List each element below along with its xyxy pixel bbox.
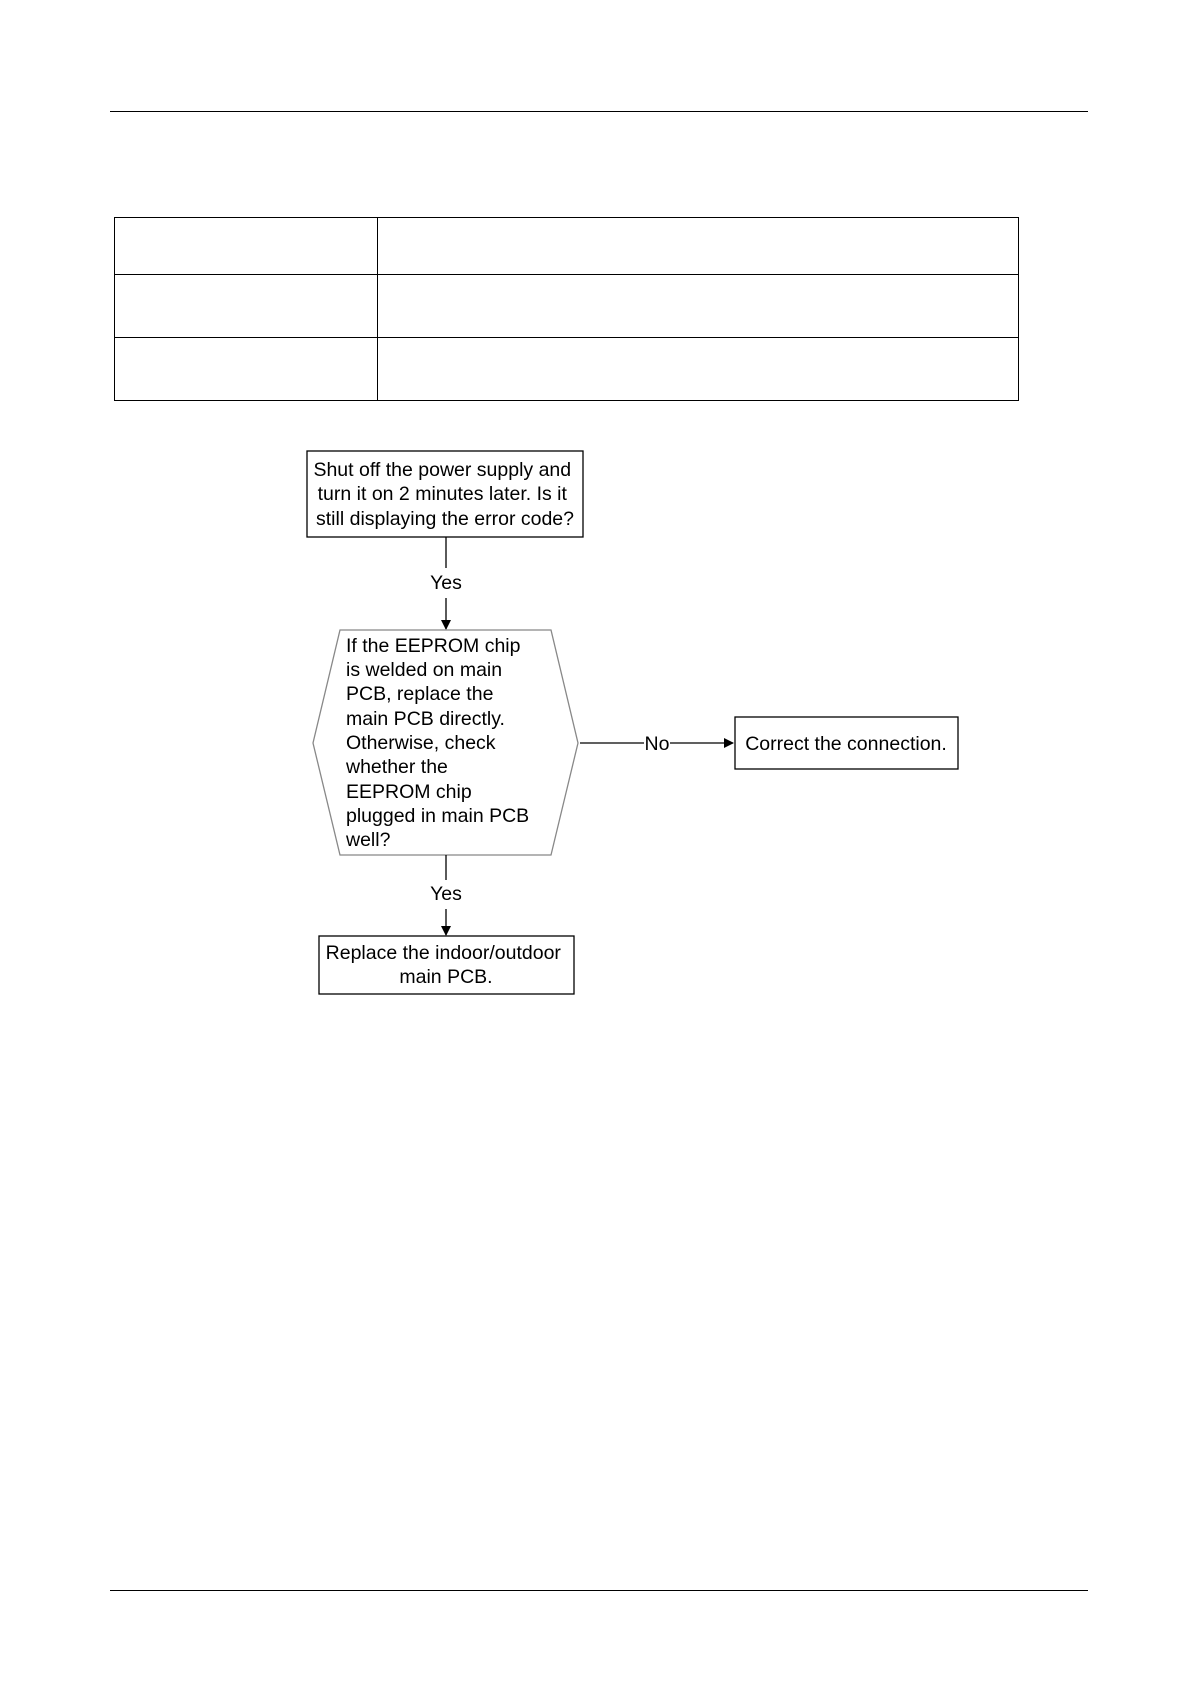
edge-label-yes: Yes — [430, 572, 462, 594]
footer-rule — [110, 1590, 1088, 1591]
decision-line: is welded on main — [346, 659, 503, 681]
start-box-line: still displaying the error code? — [316, 508, 574, 530]
end-box-line: main PCB. — [399, 966, 493, 988]
edge-label-yes: Yes — [430, 883, 462, 905]
decision-line: plugged in main PCB — [346, 805, 530, 827]
start-box-line: Shut off the power supply and — [313, 459, 572, 481]
edge-label-no: No — [644, 733, 670, 755]
no-box-line: Correct the connection. — [745, 733, 947, 755]
decision-line: Otherwise, check — [346, 732, 496, 754]
decision-line: EEPROM chip — [346, 781, 472, 803]
no-box-text — [745, 733, 947, 755]
start-box-text — [313, 459, 576, 530]
decision-line: whether the — [346, 756, 448, 778]
end-box-line: Replace the indoor/outdoor — [325, 942, 561, 964]
decision-line: If the EEPROM chip — [346, 635, 521, 657]
decision-line: main PCB directly. — [346, 708, 505, 730]
decision-line: well? — [346, 829, 391, 851]
decision-line: PCB, replace the — [346, 683, 494, 705]
start-box-line: turn it on 2 minutes later. Is it — [317, 483, 567, 505]
